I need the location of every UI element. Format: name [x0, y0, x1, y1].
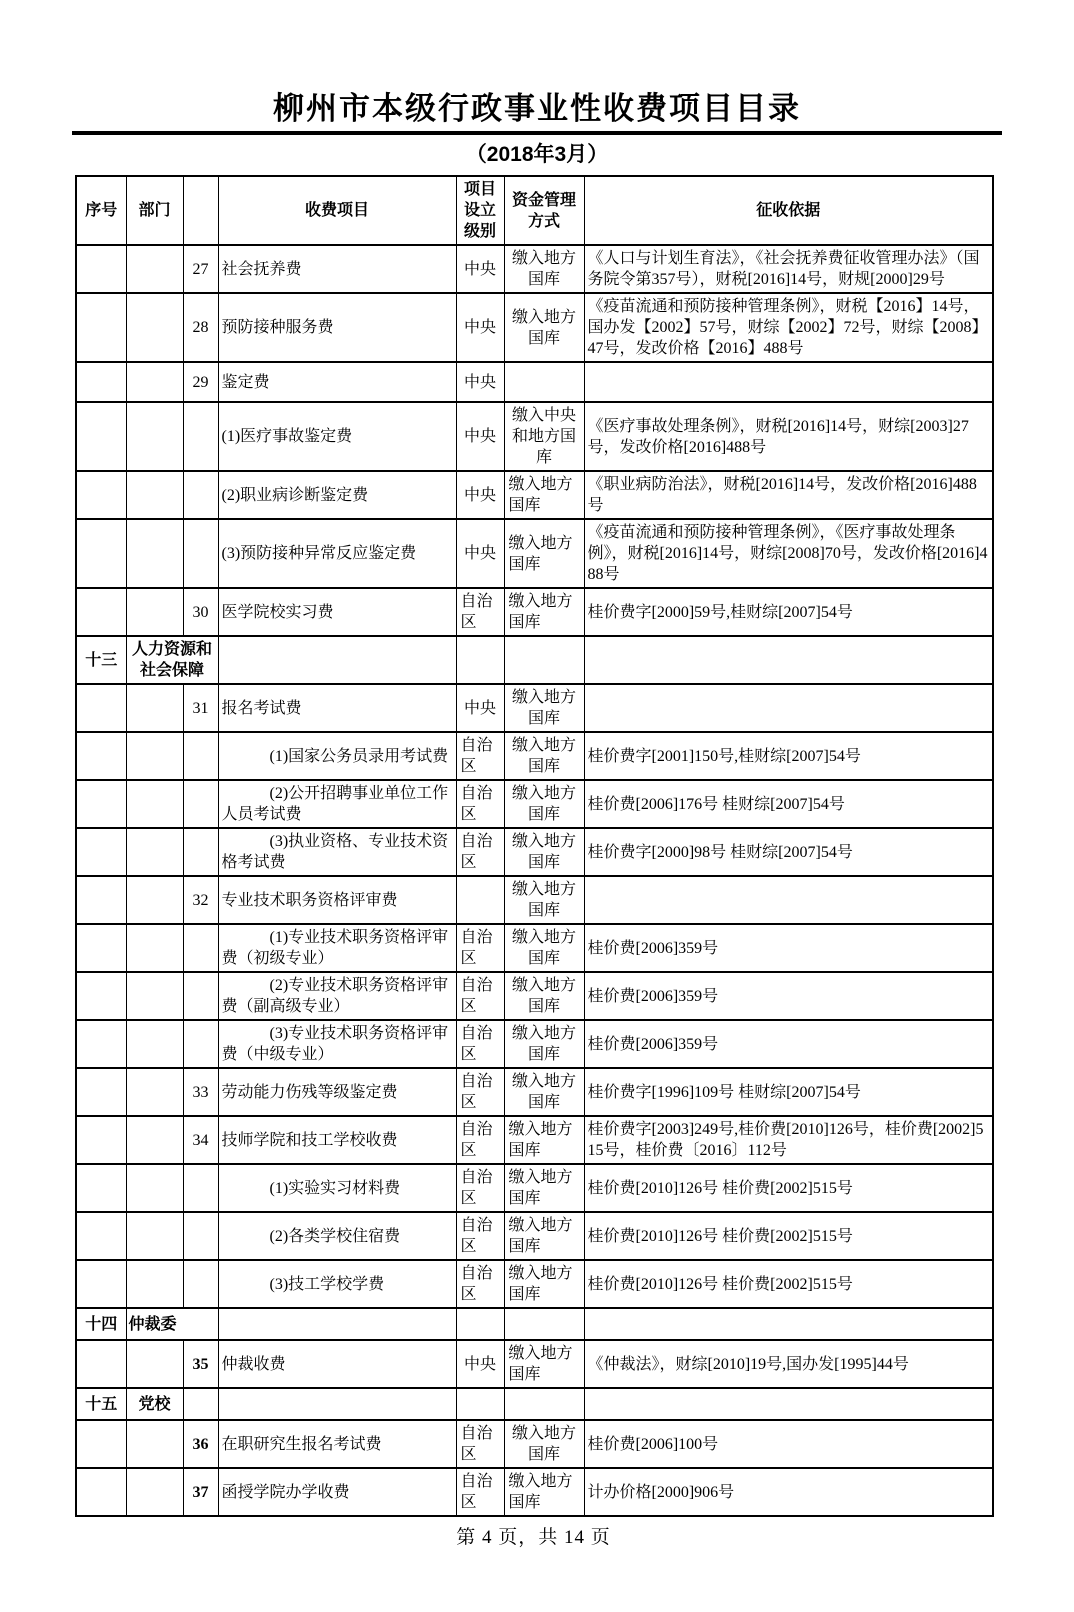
- cell-seq: [76, 1468, 126, 1516]
- cell-num: [183, 471, 218, 519]
- cell-item: [218, 780, 456, 828]
- table-row: [76, 245, 993, 293]
- page-subtitle: （2018年3月）: [465, 143, 609, 166]
- cell-item: [218, 293, 456, 362]
- table-row: [76, 519, 993, 588]
- fee-item-label: (1)国家公务员录用考试费: [269, 747, 449, 765]
- cell-fund: 缴入中央和地方国库: [504, 402, 584, 471]
- page-title: 柳州市本级行政事业性收费项目目录: [273, 91, 801, 126]
- cell-level: 中央: [456, 245, 504, 293]
- fee-item-label: (3)预防接种异常反应鉴定费: [221, 545, 417, 562]
- cell-fund: 缴入地方国库: [504, 519, 584, 588]
- cell-fund: 缴入地方国库: [504, 924, 584, 972]
- cell-item: [218, 362, 456, 402]
- cell-seq: [76, 362, 126, 402]
- cell-num: 37: [183, 1468, 218, 1516]
- cell-fund: 缴入地方国库: [504, 1260, 584, 1308]
- cell-fund: 缴入地方国库: [504, 1068, 584, 1116]
- cell-level: 中央: [456, 362, 504, 402]
- fee-item-label: 仲裁收费: [221, 1355, 286, 1373]
- cell-num: 33: [183, 1068, 218, 1116]
- cell-level: 自治区: [456, 924, 504, 972]
- table-row: [76, 293, 993, 362]
- fee-item-label: (2)专业技术职务资格评审费（副高级专业）: [221, 977, 449, 1015]
- cell-seq: [76, 1164, 126, 1212]
- cell-basis: 桂价费[2010]126号 桂价费[2002]515号: [584, 1164, 993, 1212]
- cell-level: 自治区: [456, 1116, 504, 1164]
- table-row: [76, 1164, 993, 1212]
- cell-seq: [76, 1420, 126, 1468]
- cell-level: 中央: [456, 402, 504, 471]
- cell-seq: [76, 1212, 126, 1260]
- cell-fund: 缴入地方国库: [504, 1020, 584, 1068]
- cell-num: [183, 732, 218, 780]
- fee-item-label: (2)各类学校住宿费: [269, 1227, 401, 1245]
- title-block: [72, 92, 1002, 135]
- table-row: [76, 362, 993, 402]
- cell-num: 36: [183, 1420, 218, 1468]
- header-num: [183, 176, 218, 245]
- cell-fund: [504, 636, 584, 684]
- fee-item-label: 医学院校实习费: [221, 603, 334, 621]
- document-page: [0, 92, 1074, 1612]
- cell-level: 中央: [456, 1340, 504, 1388]
- table-header: [76, 176, 993, 245]
- cell-item: [218, 876, 456, 924]
- cell-basis: 桂价费[2010]126号 桂价费[2002]515号: [584, 1212, 993, 1260]
- fee-catalog-table: [75, 175, 994, 1517]
- cell-item: [218, 519, 456, 588]
- cell-seq: [76, 471, 126, 519]
- header-dept: 部门: [126, 176, 183, 245]
- fee-item-label: 预防接种服务费: [221, 319, 334, 336]
- cell-dept: [126, 362, 183, 402]
- cell-seq: [76, 1116, 126, 1164]
- cell-fund: 缴入地方国库: [504, 1420, 584, 1468]
- cell-num: 30: [183, 588, 218, 636]
- table-row: [76, 402, 993, 471]
- fee-item-label: 在职研究生报名考试费: [221, 1435, 382, 1453]
- page-number: 第 4 页，共 14 页: [456, 1527, 611, 1548]
- cell-level: [456, 876, 504, 924]
- cell-dept: [126, 780, 183, 828]
- cell-level: [456, 1388, 504, 1420]
- cell-dept: [126, 1164, 183, 1212]
- cell-num: 35: [183, 1340, 218, 1388]
- table-row: [76, 1340, 993, 1388]
- cell-num: 34: [183, 1116, 218, 1164]
- cell-dept: [126, 972, 183, 1020]
- cell-basis: 桂价费[2006]359号: [584, 1020, 993, 1068]
- cell-num: [183, 1212, 218, 1260]
- cell-num: 27: [183, 245, 218, 293]
- fee-item-label: 函授学院办学收费: [221, 1483, 350, 1501]
- cell-seq: [76, 1068, 126, 1116]
- cell-seq: [76, 972, 126, 1020]
- cell-basis: [584, 876, 993, 924]
- cell-seq: [76, 828, 126, 876]
- cell-basis: 桂价费[2006]176号 桂财综[2007]54号: [584, 780, 993, 828]
- table-row: [76, 972, 993, 1020]
- cell-basis: [584, 362, 993, 402]
- cell-item: [218, 684, 456, 732]
- cell-fund: 缴入地方国库: [504, 1340, 584, 1388]
- section-row: [76, 1308, 993, 1340]
- table-row: [76, 684, 993, 732]
- table-row: [76, 1420, 993, 1468]
- cell-basis: 桂价费字[2001]150号,桂财综[2007]54号: [584, 732, 993, 780]
- cell-fund: 缴入地方国库: [504, 293, 584, 362]
- cell-item: [218, 636, 456, 684]
- cell-seq: 十三: [76, 636, 126, 684]
- cell-basis: [584, 1388, 993, 1420]
- table-row: [76, 1260, 993, 1308]
- cell-seq: [76, 1340, 126, 1388]
- table-row: [76, 828, 993, 876]
- header-seq: 序号: [76, 176, 126, 245]
- table-row: [76, 471, 993, 519]
- cell-item: [218, 588, 456, 636]
- cell-seq: 十五: [76, 1388, 126, 1420]
- cell-basis: 《职业病防治法》，财税[2016]14号，发改价格[2016]488号: [584, 471, 993, 519]
- cell-fund: 缴入地方国库: [504, 588, 584, 636]
- cell-dept: [126, 1212, 183, 1260]
- cell-dept: [126, 876, 183, 924]
- cell-basis: 桂价费字[2000]59号,桂财综[2007]54号: [584, 588, 993, 636]
- cell-level: 自治区: [456, 1068, 504, 1116]
- fee-item-label: 技师学院和技工学校收费: [221, 1131, 398, 1149]
- cell-level: 自治区: [456, 780, 504, 828]
- cell-dept: [126, 924, 183, 972]
- cell-level: 自治区: [456, 1020, 504, 1068]
- cell-fund: 缴入地方国库: [504, 684, 584, 732]
- cell-dept: [126, 1020, 183, 1068]
- cell-dept: [126, 1068, 183, 1116]
- table-row: [76, 1116, 993, 1164]
- cell-num: [183, 780, 218, 828]
- table-row: [76, 780, 993, 828]
- fee-item-label: (2)公开招聘事业单位工作人员考试费: [221, 785, 449, 823]
- cell-fund: 缴入地方国库: [504, 1116, 584, 1164]
- table-row: [76, 732, 993, 780]
- cell-fund: 缴入地方国库: [504, 1212, 584, 1260]
- cell-basis: 桂价费[2010]126号 桂价费[2002]515号: [584, 1260, 993, 1308]
- cell-level: 自治区: [456, 1468, 504, 1516]
- cell-level: 自治区: [456, 588, 504, 636]
- cell-item: [218, 1308, 456, 1340]
- cell-fund: 缴入地方国库: [504, 1468, 584, 1516]
- section-row: [76, 636, 993, 684]
- cell-seq: [76, 780, 126, 828]
- cell-basis: [584, 636, 993, 684]
- cell-fund: [504, 362, 584, 402]
- cell-num: 32: [183, 876, 218, 924]
- table-row: [76, 1068, 993, 1116]
- cell-basis: 《仲裁法》，财综[2010]19号,国办发[1995]44号: [584, 1340, 993, 1388]
- fee-item-label: 鉴定费: [221, 373, 270, 391]
- table-row: [76, 876, 993, 924]
- cell-dept: [126, 684, 183, 732]
- cell-fund: 缴入地方国库: [504, 1164, 584, 1212]
- cell-basis: 桂价费[2006]359号: [584, 972, 993, 1020]
- cell-item: [218, 402, 456, 471]
- cell-basis: 桂价费[2006]100号: [584, 1420, 993, 1468]
- cell-item: [218, 732, 456, 780]
- cell-level: [456, 1308, 504, 1340]
- cell-level: [456, 636, 504, 684]
- cell-dept: [126, 1468, 183, 1516]
- cell-seq: [76, 402, 126, 471]
- cell-basis: [584, 684, 993, 732]
- fee-item-label: 社会抚养费: [221, 260, 302, 278]
- cell-seq: [76, 684, 126, 732]
- cell-basis: 《疫苗流通和预防接种管理条例》，财税【2016】14号，国办发【2002】57号，财综【2002】72号，财综【2008】47号，发改价格【2016】488号: [584, 293, 993, 362]
- cell-dept: [126, 1340, 183, 1388]
- cell-basis: 《疫苗流通和预防接种管理条例》，《医疗事故处理条例》，财税[2016]14号，财综[2008]70号，发改价格[2016]488号: [584, 519, 993, 588]
- cell-num: [183, 1164, 218, 1212]
- cell-dept: [126, 732, 183, 780]
- header-basis: 征收依据: [584, 176, 993, 245]
- cell-item: [218, 471, 456, 519]
- cell-dept: [126, 1420, 183, 1468]
- fee-table-body: [76, 245, 993, 1516]
- header-level: 项目设立级别: [456, 176, 504, 245]
- cell-dept: [126, 1116, 183, 1164]
- cell-basis: 桂价费[2006]359号: [584, 924, 993, 972]
- cell-seq: [76, 1020, 126, 1068]
- header-item: 收费项目: [218, 176, 456, 245]
- cell-fund: [504, 1308, 584, 1340]
- cell-level: 自治区: [456, 732, 504, 780]
- cell-basis: 桂价费字[2003]249号,桂价费[2010]126号，桂价费[2002]515号，桂价费〔2016〕112号: [584, 1116, 993, 1164]
- cell-item: [218, 924, 456, 972]
- cell-seq: [76, 293, 126, 362]
- cell-level: 中央: [456, 471, 504, 519]
- cell-dept: [126, 1260, 183, 1308]
- cell-num: [183, 828, 218, 876]
- cell-level: 中央: [456, 519, 504, 588]
- cell-seq: [76, 876, 126, 924]
- fee-item-label: 劳动能力伤残等级鉴定费: [221, 1083, 398, 1101]
- fee-item-label: (2)职业病诊断鉴定费: [221, 486, 369, 504]
- fee-item-label: (1)专业技术职务资格评审费（初级专业）: [221, 929, 449, 967]
- cell-fund: 缴入地方国库: [504, 828, 584, 876]
- cell-dept: [126, 588, 183, 636]
- cell-dept: [126, 402, 183, 471]
- cell-num: [183, 924, 218, 972]
- cell-seq: [76, 245, 126, 293]
- cell-basis: 桂价费字[1996]109号 桂财综[2007]54号: [584, 1068, 993, 1116]
- fee-item-label: (1)医疗事故鉴定费: [221, 428, 353, 445]
- table-row: [76, 924, 993, 972]
- cell-dept: [126, 519, 183, 588]
- section-row: [76, 1388, 993, 1420]
- cell-num: 31: [183, 684, 218, 732]
- table-row: [76, 1212, 993, 1260]
- cell-seq: 十四: [76, 1308, 126, 1340]
- cell-item: [218, 972, 456, 1020]
- cell-item: [218, 1164, 456, 1212]
- cell-level: 中央: [456, 293, 504, 362]
- cell-num: 28: [183, 293, 218, 362]
- cell-item: [218, 1116, 456, 1164]
- cell-dept: 人力资源和社会保障: [126, 636, 218, 684]
- cell-fund: 缴入地方国库: [504, 876, 584, 924]
- cell-item: [218, 1420, 456, 1468]
- header-fund: 资金管理方式: [504, 176, 584, 245]
- cell-level: 自治区: [456, 828, 504, 876]
- cell-item: [218, 1212, 456, 1260]
- cell-basis: 《医疗事故处理条例》，财税[2016]14号，财综[2003]27号，发改价格[2016]488号: [584, 402, 993, 471]
- cell-item: [218, 1020, 456, 1068]
- cell-seq: [76, 1260, 126, 1308]
- cell-fund: 缴入地方国库: [504, 471, 584, 519]
- cell-num: 29: [183, 362, 218, 402]
- cell-item: [218, 245, 456, 293]
- cell-seq: [76, 588, 126, 636]
- cell-level: 自治区: [456, 1420, 504, 1468]
- cell-fund: 缴入地方国库: [504, 245, 584, 293]
- cell-dept: 党校: [126, 1388, 183, 1420]
- fee-item-label: (1)实验实习材料费: [269, 1179, 401, 1197]
- cell-dept: [126, 245, 183, 293]
- cell-item: [218, 828, 456, 876]
- cell-basis: [584, 1308, 993, 1340]
- cell-seq: [76, 519, 126, 588]
- table-row: [76, 588, 993, 636]
- cell-num: [183, 402, 218, 471]
- fee-item-label: (3)技工学校学费: [269, 1275, 385, 1293]
- cell-level: 自治区: [456, 1212, 504, 1260]
- cell-level: 自治区: [456, 1164, 504, 1212]
- cell-item: [218, 1260, 456, 1308]
- cell-fund: 缴入地方国库: [504, 732, 584, 780]
- cell-basis: 计办价格[2000]906号: [584, 1468, 993, 1516]
- cell-num: [183, 1260, 218, 1308]
- cell-num: [183, 972, 218, 1020]
- header-row: [76, 176, 993, 245]
- cell-level: 自治区: [456, 972, 504, 1020]
- cell-level: 中央: [456, 684, 504, 732]
- cell-fund: 缴入地方国库: [504, 972, 584, 1020]
- cell-num: [183, 1388, 218, 1420]
- fee-item-label: (3)专业技术职务资格评审费（中级专业）: [221, 1025, 449, 1063]
- cell-dept: [126, 471, 183, 519]
- fee-item-label: 报名考试费: [221, 699, 302, 717]
- fee-item-label: 专业技术职务资格评审费: [221, 891, 398, 909]
- cell-num: [183, 519, 218, 588]
- cell-seq: [76, 732, 126, 780]
- fee-item-label: (3)执业资格、专业技术资格考试费: [221, 833, 449, 871]
- cell-num: [183, 1020, 218, 1068]
- cell-basis: 《人口与计划生育法》，《社会抚养费征收管理办法》（国务院令第357号），财税[2016]14号，财规[2000]29号: [584, 245, 993, 293]
- cell-item: [218, 1068, 456, 1116]
- cell-item: [218, 1468, 456, 1516]
- cell-seq: [76, 924, 126, 972]
- cell-level: 自治区: [456, 1260, 504, 1308]
- table-row: [76, 1468, 993, 1516]
- cell-item: [218, 1340, 456, 1388]
- cell-dept: 仲裁委: [126, 1308, 218, 1340]
- cell-basis: 桂价费字[2000]98号 桂财综[2007]54号: [584, 828, 993, 876]
- cell-item: [218, 1388, 456, 1420]
- cell-fund: [504, 1388, 584, 1420]
- table-row: [76, 1020, 993, 1068]
- cell-fund: 缴入地方国库: [504, 780, 584, 828]
- cell-dept: [126, 828, 183, 876]
- cell-dept: [126, 293, 183, 362]
